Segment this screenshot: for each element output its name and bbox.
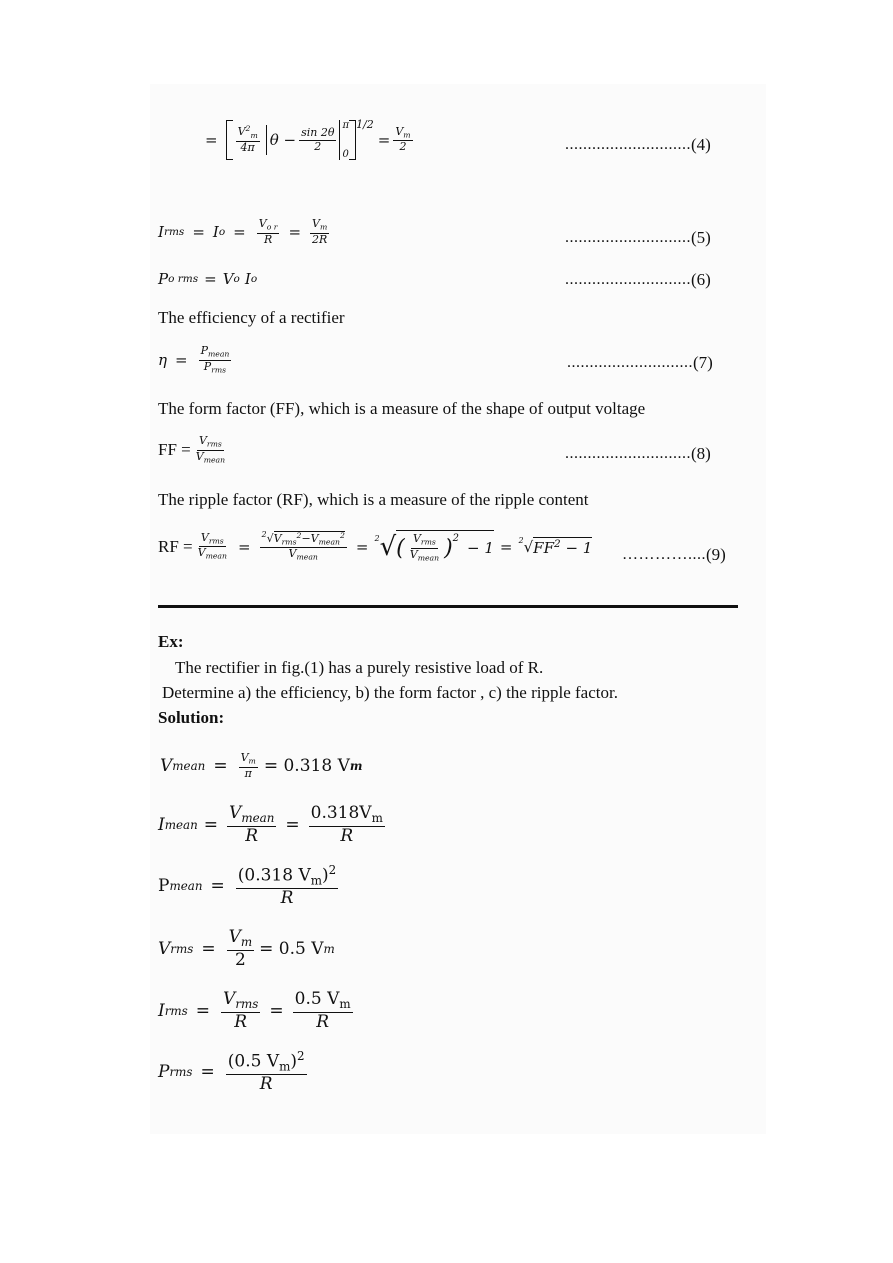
solution-pmean <box>158 864 341 909</box>
eq4-power: 1/2 <box>356 118 374 131</box>
example-line-1: The rectifier in fig.(1) has a purely resistive load of R. <box>175 658 544 677</box>
s3-lhs-sub: mean <box>169 879 203 894</box>
eq4-sin2theta: sin 2θ <box>301 125 335 139</box>
efficiency-text: The efficiency of a rectifier <box>158 308 345 327</box>
eq9-rad-b: V <box>310 531 319 545</box>
eq4-left-bracket <box>226 120 233 160</box>
s3-lhs: P <box>158 876 170 897</box>
eq5-den1: R <box>263 232 273 246</box>
s5-lhs: I <box>158 1001 165 1022</box>
eq4-equals: = <box>205 131 218 149</box>
s4-rhs-sub: m <box>323 942 335 957</box>
eq9-paren-den-sub: mean <box>417 553 440 563</box>
eq9-radicand: ( $\frac{V_{rms}}{V_{mean}}$ ) 2 − 1 <box>396 532 494 563</box>
s6-equals: = <box>200 1062 215 1083</box>
eq9-num1-sub: rms <box>208 536 224 546</box>
eq9-paren-num: V <box>412 532 421 545</box>
s4-den: 2 <box>234 949 246 970</box>
solution-imean <box>158 804 388 846</box>
s4-rhs: = 0.5 V <box>259 939 324 960</box>
s5-equals-2: = <box>269 1001 284 1022</box>
eq8-reference <box>565 444 711 464</box>
eq5-num2-sub: m <box>319 222 328 232</box>
eq5-lhs: I <box>158 223 164 242</box>
eq4-rhs-num: V <box>395 124 404 138</box>
eq9-paren-sq: 2 <box>452 533 460 544</box>
s6-num-sup: 2 <box>297 1049 305 1063</box>
eq9-minus-one: − 1 <box>467 539 494 558</box>
eq6-lhs-sub: o rms <box>168 273 199 285</box>
solution-vrms <box>158 928 335 970</box>
eq9-equals-1: = <box>237 537 251 556</box>
eq5-equals-1: = <box>192 223 205 242</box>
eq7-label: (7) <box>693 353 713 372</box>
eq9-radical-sign: √ <box>379 531 397 562</box>
s2-lhs: I <box>158 815 165 836</box>
s2-num1-sub: mean <box>241 811 275 826</box>
eq8-den-sub: mean <box>203 455 226 465</box>
eq4-vm: V <box>237 125 246 139</box>
s4-lhs: V <box>158 939 171 960</box>
eq6-v-sub: o <box>233 273 240 285</box>
eq7-num-sub: mean <box>207 349 230 359</box>
eq6-v: V <box>222 270 234 288</box>
eq9-rad-b-sq: 2 <box>339 530 345 540</box>
eq9-dots: ………….... <box>622 546 706 563</box>
s1-num-sub: m <box>248 756 256 766</box>
s2-den2: R <box>340 825 354 846</box>
equation-7 <box>158 345 234 375</box>
eq6-dots: ............................ <box>565 271 691 288</box>
eq5-lhs-sub: rms <box>163 226 185 239</box>
s3-num-close: ) <box>322 865 329 886</box>
eq6-lhs: P <box>158 270 169 288</box>
s3-num: (0.318 V <box>237 865 311 886</box>
s6-num-sub: m <box>279 1059 291 1074</box>
eq7-dots: ............................ <box>567 354 693 371</box>
s6-lhs: P <box>158 1062 170 1083</box>
example-line-2: Determine a) the efficiency, b) the form factor , c) the ripple factor. <box>162 683 618 702</box>
eq7-num: P <box>200 344 208 357</box>
eq7-den: P <box>203 359 212 373</box>
eq9-root-index-3: 2 <box>518 536 524 545</box>
eq9-ff: FF <box>533 538 554 557</box>
eq6-equals: = <box>204 270 217 288</box>
eq9-num1: V <box>200 530 209 544</box>
eq4-bar <box>266 125 267 155</box>
s3-den: R <box>280 888 294 909</box>
eq4-theta: θ − <box>269 131 297 149</box>
eq7-eta: η <box>158 351 167 370</box>
equation-8 <box>158 435 230 465</box>
eq6-reference <box>565 270 711 290</box>
s4-lhs-sub: rms <box>170 942 194 957</box>
s5-num1-sub: rms <box>235 997 259 1012</box>
solution-irms <box>158 990 356 1032</box>
eq5-dots: ............................ <box>565 229 691 246</box>
eq7-den-sub: rms <box>211 365 227 375</box>
eq9-label: (9) <box>706 545 726 564</box>
s5-lhs-sub: rms <box>164 1004 188 1019</box>
eq9-ff-sq: 2 <box>553 537 561 550</box>
eq5-num1: V <box>258 217 267 230</box>
s5-num1: V <box>223 989 236 1009</box>
s3-num-sub: m <box>310 873 323 888</box>
s2-equals: = <box>203 815 219 836</box>
s3-equals: = <box>210 876 225 897</box>
s1-den: π <box>244 766 252 780</box>
form-factor-text: The form factor (FF), which is a measure of the shape of output voltage <box>158 399 646 418</box>
eq4-upper-limit: π <box>342 120 350 131</box>
eq5-io: I <box>212 223 219 242</box>
solution-vmean <box>160 752 362 780</box>
eq4-equals-2: = <box>377 131 391 149</box>
s6-num: (0.5 V <box>227 1051 280 1072</box>
solution-prms <box>158 1050 310 1095</box>
s1-lhs: V <box>160 756 173 777</box>
eq9-den1: V <box>197 546 206 560</box>
s5-den1: R <box>234 1011 248 1032</box>
s5-num2: 0.5 V <box>294 989 340 1009</box>
eq9-rad-b-sub: mean <box>318 537 340 547</box>
equation-6 <box>158 270 257 288</box>
s4-equals: = <box>201 939 216 960</box>
ripple-factor-text: The ripple factor (RF), which is a measure of the ripple content <box>158 490 589 509</box>
eq5-num2: V <box>312 217 320 230</box>
s2-num1: V <box>229 803 242 823</box>
section-divider <box>158 605 738 608</box>
eq4-dots: ............................ <box>565 136 691 153</box>
s5-equals: = <box>195 1001 211 1022</box>
s5-num2-sub: m <box>339 997 351 1012</box>
eq8-label: (8) <box>691 444 711 463</box>
eq9-paren-den: V <box>409 547 418 561</box>
eq9-equals-3: = <box>499 537 513 556</box>
eq9-reference <box>622 545 726 565</box>
s2-num2: 0.318V <box>310 803 372 823</box>
eq4-right-bracket <box>349 120 356 160</box>
eq4-label: (4) <box>691 135 711 154</box>
equation-9: RF = $\frac{V_{rms}}{V_{mean}}$ = $\frac{^2√V_{rms}^2-V_{mean}^2}{V_{mean}}$ = 2 √ ( $\frac{V_{rms}}{V_{mean}}$ ) 2 − 1 = 2 √ $FF^2 - 1$ <box>158 530 593 563</box>
eq4-vm-sup: 2 <box>245 124 251 134</box>
eq5-equals-2: = <box>233 223 246 242</box>
s1-lhs-sub: mean <box>172 759 206 774</box>
eq5-den2: 2R <box>312 232 328 246</box>
eq9-rad-a-sub: rms <box>281 537 297 547</box>
eq9-den2-sub: mean <box>296 553 318 563</box>
eq8-dots: ............................ <box>565 445 691 462</box>
s4-num-sub: m <box>240 935 253 950</box>
eq5-equals-3: = <box>288 223 302 242</box>
eq9-minus: − <box>301 531 311 545</box>
equation-5 <box>158 218 332 246</box>
eq7-reference <box>567 353 713 373</box>
eq9-root-index: 2 <box>261 530 267 540</box>
s1-equals: = <box>213 756 228 777</box>
eq6-i: I <box>244 270 251 288</box>
eq8-den: V <box>195 449 204 463</box>
s2-lhs-sub: mean <box>164 818 198 833</box>
eq9-rad-a-sq: 2 <box>296 530 302 540</box>
eq9-equals-2: = <box>355 537 369 556</box>
eq7-equals: = <box>175 351 188 370</box>
s6-den: R <box>259 1074 273 1095</box>
eq4-lower-limit: 0 <box>342 149 349 160</box>
eq5-reference <box>565 228 711 248</box>
equation-4 <box>205 120 416 160</box>
s2-equals-2: = <box>285 815 300 836</box>
eq6-label: (6) <box>691 270 711 289</box>
s2-num2-sub: m <box>371 811 383 826</box>
eq4-rhs-num-sub: m <box>403 130 411 140</box>
eq5-io-sub: o <box>218 226 226 239</box>
eq4-vm-sub: m <box>250 131 258 141</box>
eq9-ff-minus: − 1 <box>565 538 593 557</box>
s3-num-sup: 2 <box>328 863 337 877</box>
s6-lhs-sub: rms <box>169 1065 193 1080</box>
eq4-two: 2 <box>314 139 322 153</box>
eq4-reference <box>565 135 711 155</box>
s1-num: V <box>240 751 249 764</box>
s1-rhs: = 0.318 V <box>263 756 350 777</box>
eq9-lhs: RF = <box>158 536 193 556</box>
s1-rhs-sub: m <box>349 759 363 774</box>
eq9-den1-sub: mean <box>205 551 227 561</box>
eq9-root-index-2: 2 <box>374 534 380 543</box>
eq4-rhs-den: 2 <box>399 140 407 154</box>
s5-den2: R <box>316 1011 330 1032</box>
eq4-4pi: 4π <box>240 141 255 155</box>
eq9-rad-a: V <box>273 531 282 545</box>
eq8-num-sub: rms <box>206 439 222 449</box>
s6-num-close: ) <box>290 1051 298 1072</box>
eq5-label: (5) <box>691 228 711 247</box>
s2-den1: R <box>245 825 259 846</box>
eq8-num: V <box>198 434 207 447</box>
eq9-paren-num-sub: rms <box>420 537 436 547</box>
s4-num: V <box>228 927 241 947</box>
solution-heading: Solution: <box>158 708 225 727</box>
eq5-num1-sub: o r <box>266 222 278 232</box>
eq8-lhs: FF = <box>158 440 191 460</box>
eq6-i-sub: o <box>250 273 258 285</box>
example-heading: Ex: <box>158 632 184 651</box>
eq9-den2: V <box>288 547 297 561</box>
